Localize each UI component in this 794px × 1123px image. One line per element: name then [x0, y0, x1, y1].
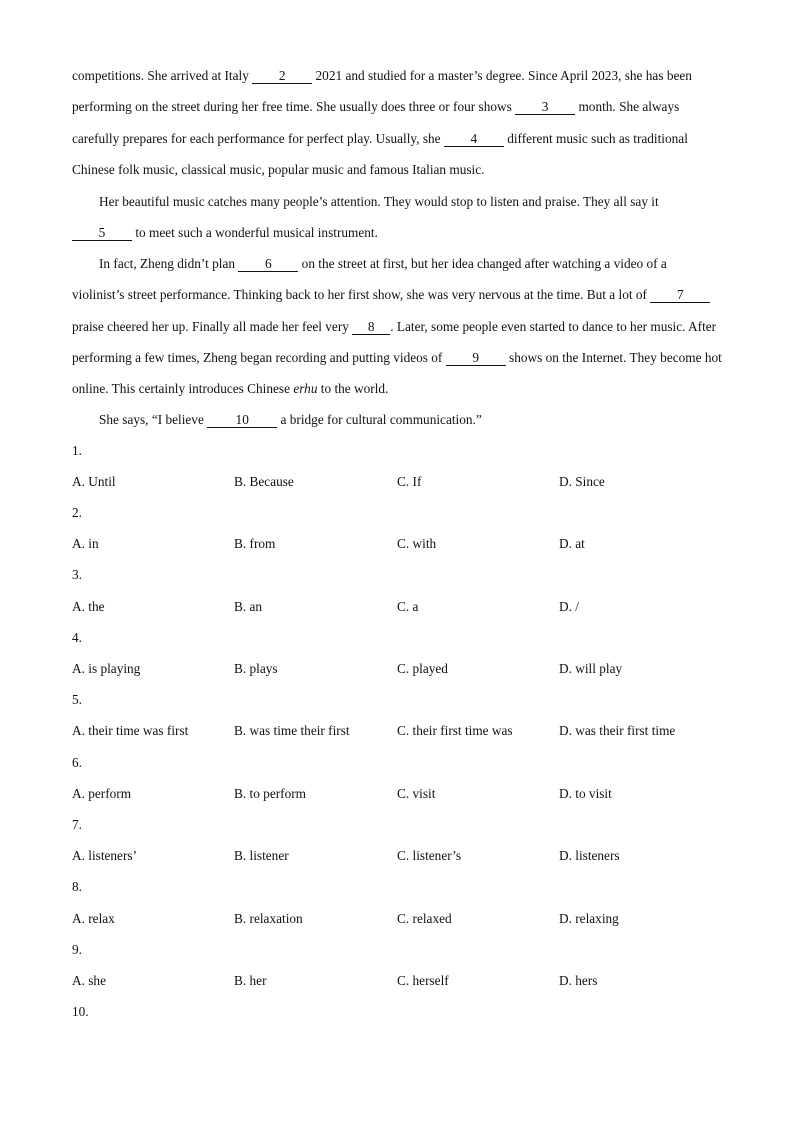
- blank-2[interactable]: 2: [252, 68, 312, 84]
- question-number-4: 4.: [72, 630, 82, 645]
- passage-text: 2021 and studied for a master’s degree. Since April 2023, she has been performing on the street during her free time. She usually does three or four shows: [72, 68, 692, 115]
- question-5-option-c[interactable]: C. their first time was: [397, 723, 513, 738]
- question-number-5: 5.: [72, 692, 82, 707]
- passage-text: Her beautiful music catches many people’s attention. They would stop to listen and praise. They all say it: [99, 194, 659, 209]
- question-6-option-b[interactable]: B. to perform: [234, 786, 307, 801]
- question-number-9: 9.: [72, 942, 82, 957]
- question-7-option-c[interactable]: C. listener’s: [397, 848, 462, 863]
- question-number-7: 7.: [72, 817, 82, 832]
- question-2-option-a[interactable]: A. in: [72, 536, 99, 551]
- passage-text: month. She always carefully prepares for each performance for perfect play. Usually, she: [72, 99, 680, 146]
- question-3-option-d[interactable]: D. /: [559, 599, 579, 614]
- blank-6[interactable]: 6: [238, 256, 298, 272]
- question-4-option-b[interactable]: B. plays: [234, 661, 278, 676]
- blank-10[interactable]: 10: [207, 412, 277, 428]
- question-8-option-a[interactable]: A. relax: [72, 911, 115, 926]
- question-8-option-d[interactable]: D. relaxing: [559, 911, 619, 926]
- question-4-option-d[interactable]: D. will play: [559, 661, 623, 676]
- passage-text: a bridge for cultural communication.”: [280, 412, 482, 427]
- question-9-option-c[interactable]: C. herself: [397, 973, 449, 988]
- question-4-option-c[interactable]: C. played: [397, 661, 448, 676]
- passage-paragraph-4: [72, 404, 722, 435]
- question-7-option-b[interactable]: B. listener: [234, 848, 289, 863]
- blank-5[interactable]: 5: [72, 225, 132, 241]
- question-number-8: 8.: [72, 879, 82, 894]
- question-7-option-a[interactable]: A. listeners’: [72, 848, 137, 863]
- question-number-3: 3.: [72, 567, 82, 582]
- question-6-option-c[interactable]: C. visit: [397, 786, 436, 801]
- passage-text: shows on the Internet. They become hot online. This certainly introduces Chinese: [72, 349, 722, 397]
- question-1-option-d[interactable]: D. Since: [559, 474, 605, 489]
- question-3-option-c[interactable]: C. a: [397, 599, 419, 614]
- question-8-option-b[interactable]: B. relaxation: [234, 911, 303, 926]
- passage-text: different music such as traditional Chinese folk music, classical music, popular music and famous Italian music.: [72, 130, 688, 177]
- question-number-10: 10.: [72, 1004, 89, 1019]
- passage-text: In fact, Zheng didn’t plan: [99, 256, 236, 271]
- question-1-option-c[interactable]: C. If: [397, 474, 422, 489]
- passage-paragraph-1: [72, 60, 722, 185]
- question-6-option-d[interactable]: D. to visit: [559, 786, 612, 801]
- question-5-option-a[interactable]: A. their time was first: [72, 723, 189, 738]
- passage-paragraph-2: [72, 186, 722, 249]
- question-8-option-c[interactable]: C. relaxed: [397, 911, 452, 926]
- passage-text: on the street at first, but her idea changed after watching a video of a violinist’s street performance. Thinking back to her first show, she was very nervous at the time. But a lot of: [72, 256, 667, 303]
- question-5-option-b[interactable]: B. was time their first: [234, 723, 350, 738]
- passage-text: to the world.: [320, 381, 389, 397]
- question-9-option-d[interactable]: D. hers: [559, 973, 598, 988]
- question-1-option-b[interactable]: B. Because: [234, 474, 294, 489]
- question-number-2: 2.: [72, 505, 82, 520]
- blank-4[interactable]: 4: [444, 131, 504, 147]
- passage-text: She says, “I believe: [99, 412, 204, 427]
- question-3-option-a[interactable]: A. the: [72, 599, 105, 614]
- question-9-option-b[interactable]: B. her: [234, 973, 267, 988]
- passage-text: to meet such a wonderful musical instrument.: [135, 225, 378, 241]
- passage-text: . Later, some people even started to dance to her music. After performing a few times, Zheng began recording and putting videos of: [72, 318, 717, 365]
- question-5-option-d[interactable]: D. was their first time: [559, 723, 676, 738]
- blank-7[interactable]: 7: [650, 287, 710, 303]
- question-number-6: 6.: [72, 755, 82, 770]
- question-2-option-b[interactable]: B. from: [234, 536, 276, 551]
- question-number-1: 1.: [72, 443, 82, 458]
- question-1-option-a[interactable]: A. Until: [72, 474, 116, 489]
- question-7-option-d[interactable]: D. listeners: [559, 848, 620, 863]
- blank-3[interactable]: 3: [515, 99, 575, 115]
- passage-text: praise cheered her up. Finally all made her feel very: [72, 318, 349, 334]
- blank-8[interactable]: 8: [352, 319, 390, 335]
- erhu-term: erhu: [293, 381, 318, 397]
- passage-paragraph-3: [72, 248, 722, 404]
- question-6-option-a[interactable]: A. perform: [72, 786, 132, 801]
- blank-9[interactable]: 9: [446, 350, 506, 366]
- question-9-option-a[interactable]: A. she: [72, 973, 106, 988]
- question-3-option-b[interactable]: B. an: [234, 599, 263, 614]
- question-2-option-c[interactable]: C. with: [397, 536, 437, 551]
- passage-text: competitions. She arrived at Italy: [72, 68, 249, 83]
- question-2-option-d[interactable]: D. at: [559, 536, 585, 551]
- question-4-option-a[interactable]: A. is playing: [72, 661, 141, 676]
